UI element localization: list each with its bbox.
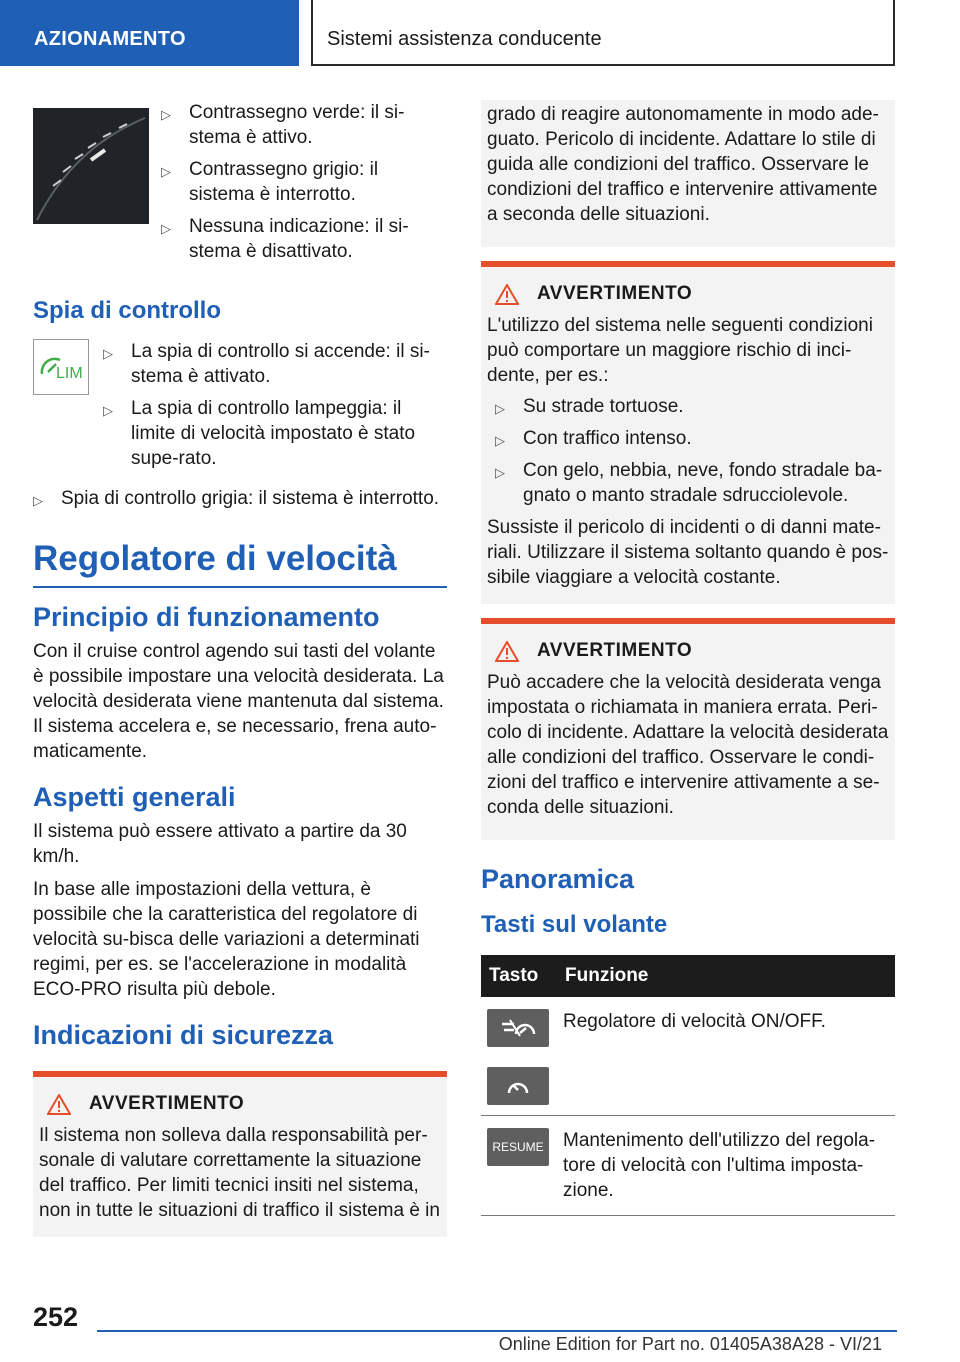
tasti-heading: Tasti sul volante <box>481 911 668 938</box>
warning-box-3 <box>481 618 895 840</box>
panoramica-heading: Panoramica <box>481 864 635 894</box>
list-item: ▷ Spia di controllo grigia: il sistema è interrotto. <box>33 488 440 509</box>
page-number: 252 <box>33 1302 79 1332</box>
spia-heading: Spia di controllo <box>33 297 222 324</box>
warning-text: Il sistema non solleva dalla responsabilità per-sonale di valutare correttamente la situazione del traffico. Per limiti tecnici insiti nel sistema, non in tutte le situazioni di traffico il sistema è in <box>39 1125 440 1221</box>
list-item: ▷ Con gelo, nebbia, neve, fondo stradale ba-gnato o manto stradale sdrucciolevole. <box>495 460 883 506</box>
cruise-control-key-icon <box>487 1067 549 1105</box>
col-key-header: Tasto <box>481 955 557 997</box>
cruise-control-on-off-key-icon <box>487 1009 549 1047</box>
right-column <box>481 100 895 1216</box>
table-row <box>481 1116 895 1216</box>
key-cell <box>481 1116 557 1216</box>
marker-list <box>161 100 447 271</box>
left-column <box>33 100 447 1237</box>
aspetti-text-2: In base alle impostazioni della vettura, è possibile che la caratteristica del regolatore di velocità su-bisca delle variazioni a determinati regimi, per es. se l'accelerazione in modalità ECO-PRO risulta più debole. <box>33 879 420 1000</box>
principio-text: Con il cruise control agendo sui tasti del volante è possibile impostare una velocità desiderata. La velocità desiderata viene mantenuta dal sistema. Il sistema accelera e, se necessario, frena auto-maticamente. <box>33 641 444 762</box>
table-row <box>481 997 895 1116</box>
spia-list <box>103 339 447 478</box>
chapter-title: Sistemi assistenza conducente <box>311 0 895 66</box>
list-item: ▷ Contrassegno grigio: il sistema è interrotto. <box>161 159 379 205</box>
main-title: Regolatore di velocità <box>33 539 447 588</box>
warning-triangle-icon <box>495 284 519 305</box>
warning-outro: Sussiste il pericolo di incidenti o di danni mate-riali. Utilizzare il sistema soltanto quando è pos-sibile viaggiare a velocità costante. <box>487 517 889 588</box>
warning-triangle-icon <box>495 641 519 662</box>
list-item: ▷ La spia di controllo lampeggia: il limite di velocità impostato è stato supe-rato. <box>103 398 416 469</box>
spia-block <box>33 339 447 478</box>
warning-text: Può accadere che la velocità desiderata venga impostata o richiamata in maniera errata. Peri-colo di incidente. Adattare la velocità desiderata alle condizioni del traffico. Osservare le condi-zioni del traffico e intervenire attivamente a se-conda delle situazioni. <box>487 672 889 818</box>
warning-title: AVVERTIMENTO <box>487 283 889 305</box>
keys-table <box>481 955 895 1216</box>
warning-box-2 <box>481 261 895 604</box>
list-item: ▷ Nessuna indicazione: il si-stema è disattivato. <box>161 216 409 262</box>
svg-text:LIM: LIM <box>56 365 83 382</box>
func-cell: Regolatore di velocità ON/OFF. <box>557 997 895 1116</box>
list-item: ▷ Su strade tortuose. <box>495 396 684 417</box>
warning-text: grado di reagire autonomamente in modo ade-guato. Pericolo di incidente. Adattare lo stile di guida alle condizioni del traffico. Osservare le condizioni del traffico e intervenire attivamente a seconda delle situazioni. <box>487 104 879 225</box>
warning-list <box>495 394 889 508</box>
aspetti-heading: Aspetti generali <box>33 782 236 812</box>
footer-divider <box>97 1330 897 1332</box>
warning-title: AVVERTIMENTO <box>39 1093 441 1115</box>
table-header-row <box>481 955 895 997</box>
key-cell <box>481 997 557 1116</box>
warning-triangle-icon <box>47 1094 71 1115</box>
marker-block <box>33 100 447 271</box>
list-item: ▷ La spia di controllo si accende: il si-stema è attivato. <box>103 341 430 387</box>
warning-intro: L'utilizzo del sistema nelle seguenti condizioni può comportare un maggiore rischio di inci-dente, per es.: <box>487 315 873 386</box>
func-cell: Mantenimento dell'utilizzo del regola-tore di velocità con l'ultima imposta-zione. <box>557 1116 895 1216</box>
section-tab: AZIONAMENTO <box>0 0 299 66</box>
list-item: ▷ Contrassegno verde: il si-stema è attivo. <box>161 102 405 148</box>
warning-box-1 <box>33 1071 447 1237</box>
principio-heading: Principio di funzionamento <box>33 602 380 632</box>
warning-box-1-continued <box>481 100 895 247</box>
resume-key-icon: RESUME <box>487 1128 549 1166</box>
speedometer-marker-image <box>33 108 149 224</box>
col-func-header: Funzione <box>557 955 895 997</box>
sicurezza-heading: Indicazioni di sicurezza <box>33 1020 334 1050</box>
aspetti-text-1: Il sistema può essere attivato a partire da 30 km/h. <box>33 821 407 867</box>
edition-text: Online Edition for Part no. 01405A38A28 - VI/21 <box>498 1334 882 1354</box>
list-item: ▷ Con traffico intenso. <box>495 428 692 449</box>
lim-indicator-icon <box>33 339 89 395</box>
warning-title: AVVERTIMENTO <box>487 640 889 662</box>
spia-grey-list <box>33 486 447 511</box>
